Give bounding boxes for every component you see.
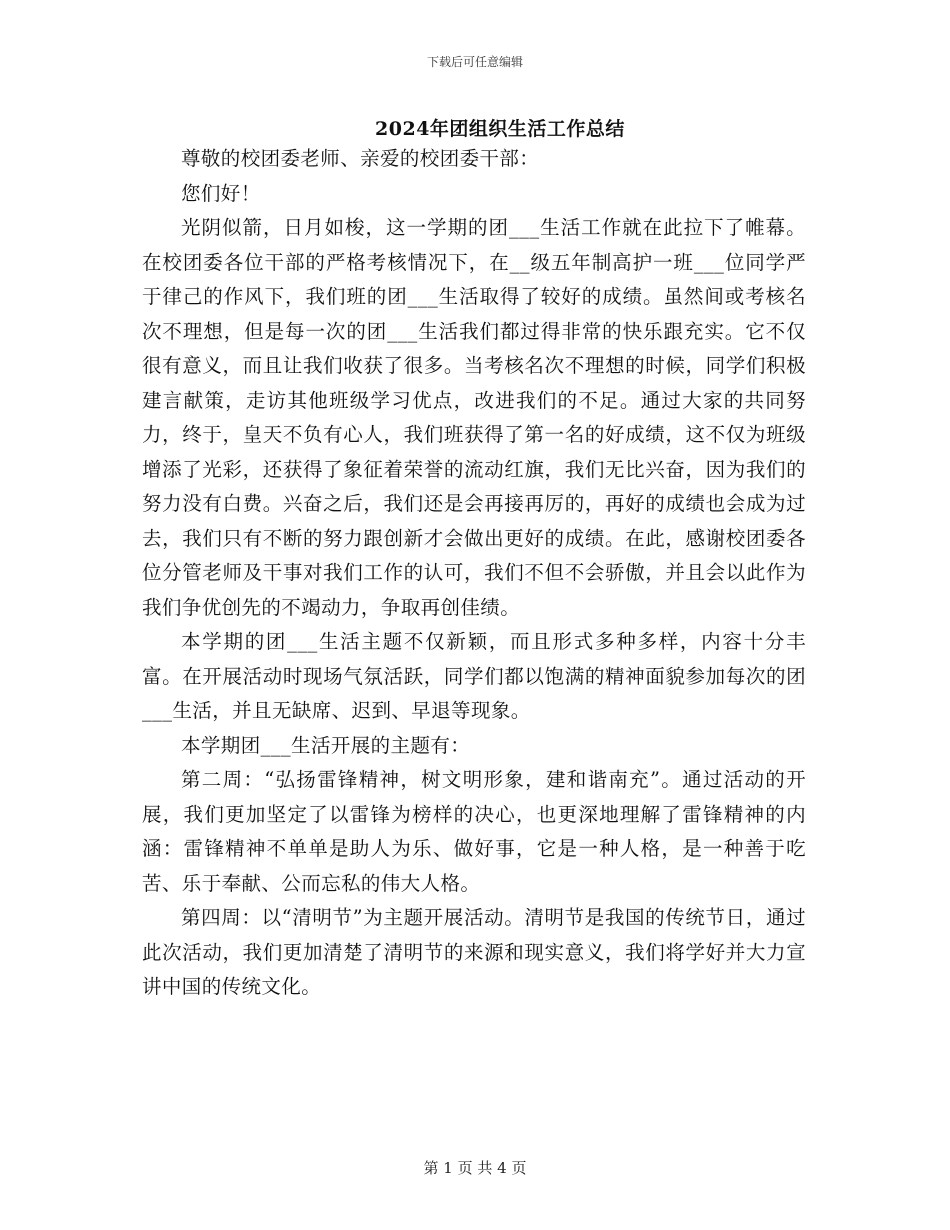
paragraph-theme-intro: 本学期团___生活开展的主题有：: [181, 733, 471, 757]
salutation: 尊敬的校团委老师、亲爱的校团委干部：: [181, 147, 540, 170]
document-body: [142, 142, 806, 1005]
paragraph-summary: 光阴似箭，日月如梭，这一学期的团___生活工作就在此拉下了帷幕。在校团委各位干部的严格考核情况下，在__级五年制高护一班___位同学严于律己的作风下，我们班的团___生活取得了较好的成绩。虽然间或考核名次不理想，但是每一次的团___生活我们都过得非常的快乐跟充实。它不仅很有意义，而且让我们收获了很多。当考核名次不理想的时候，同学们积极建言献策，走访其他班级学习优点，改进我们的不足。通过大家的共同努力，终于，皇天不负有心人，我们班获得了第一名的好成绩，这不仅为班级增添了光彩，还获得了象征着荣誉的流动红旗，我们无比兴奋，因为我们的努力没有白费。兴奋之后，我们还是会再接再厉的，再好的成绩也会成为过去，我们只有不断的努力跟创新才会做出更好的成绩。在此，感谢校团委各位分管老师及干事对我们工作的认可，我们不但不会骄傲，并且会以此作为我们争优创先的不竭动力，争取再创佳绩。: [142, 216, 806, 619]
page-indicator: 第 1 页 共 4 页: [423, 1159, 527, 1177]
paragraph-week-two: 第二周：“弘扬雷锋精神，树文明形象，建和谐南充”。通过活动的开展，我们更加坚定了以雷锋为榜样的决心，也更深地理解了雷锋精神的内涵：雷锋精神不单单是助人为乐、做好事，它是一种人格，是一种善于吃苦、乐于奉献、公而忘私的伟大人格。: [142, 768, 806, 895]
paragraph-themes: 本学期的团___生活主题不仅新颖，而且形式多种多样，内容十分丰富。在开展活动时现场气氛活跃，同学们都以饱满的精神面貌参加每次的团___生活，并且无缺席、迟到、早退等现象。: [142, 630, 806, 722]
header-note: 下载后可任意编辑: [426, 55, 523, 69]
greeting: 您们好！: [181, 181, 261, 205]
paragraph-week-four: 第四周：以“清明节”为主题开展活动。清明节是我国的传统节日，通过此次活动，我们更加清楚了清明节的来源和现实意义，我们将学好并大力宣讲中国的传统文化。: [142, 906, 806, 998]
document-title: 2024年团组织生活工作总结: [375, 118, 625, 140]
